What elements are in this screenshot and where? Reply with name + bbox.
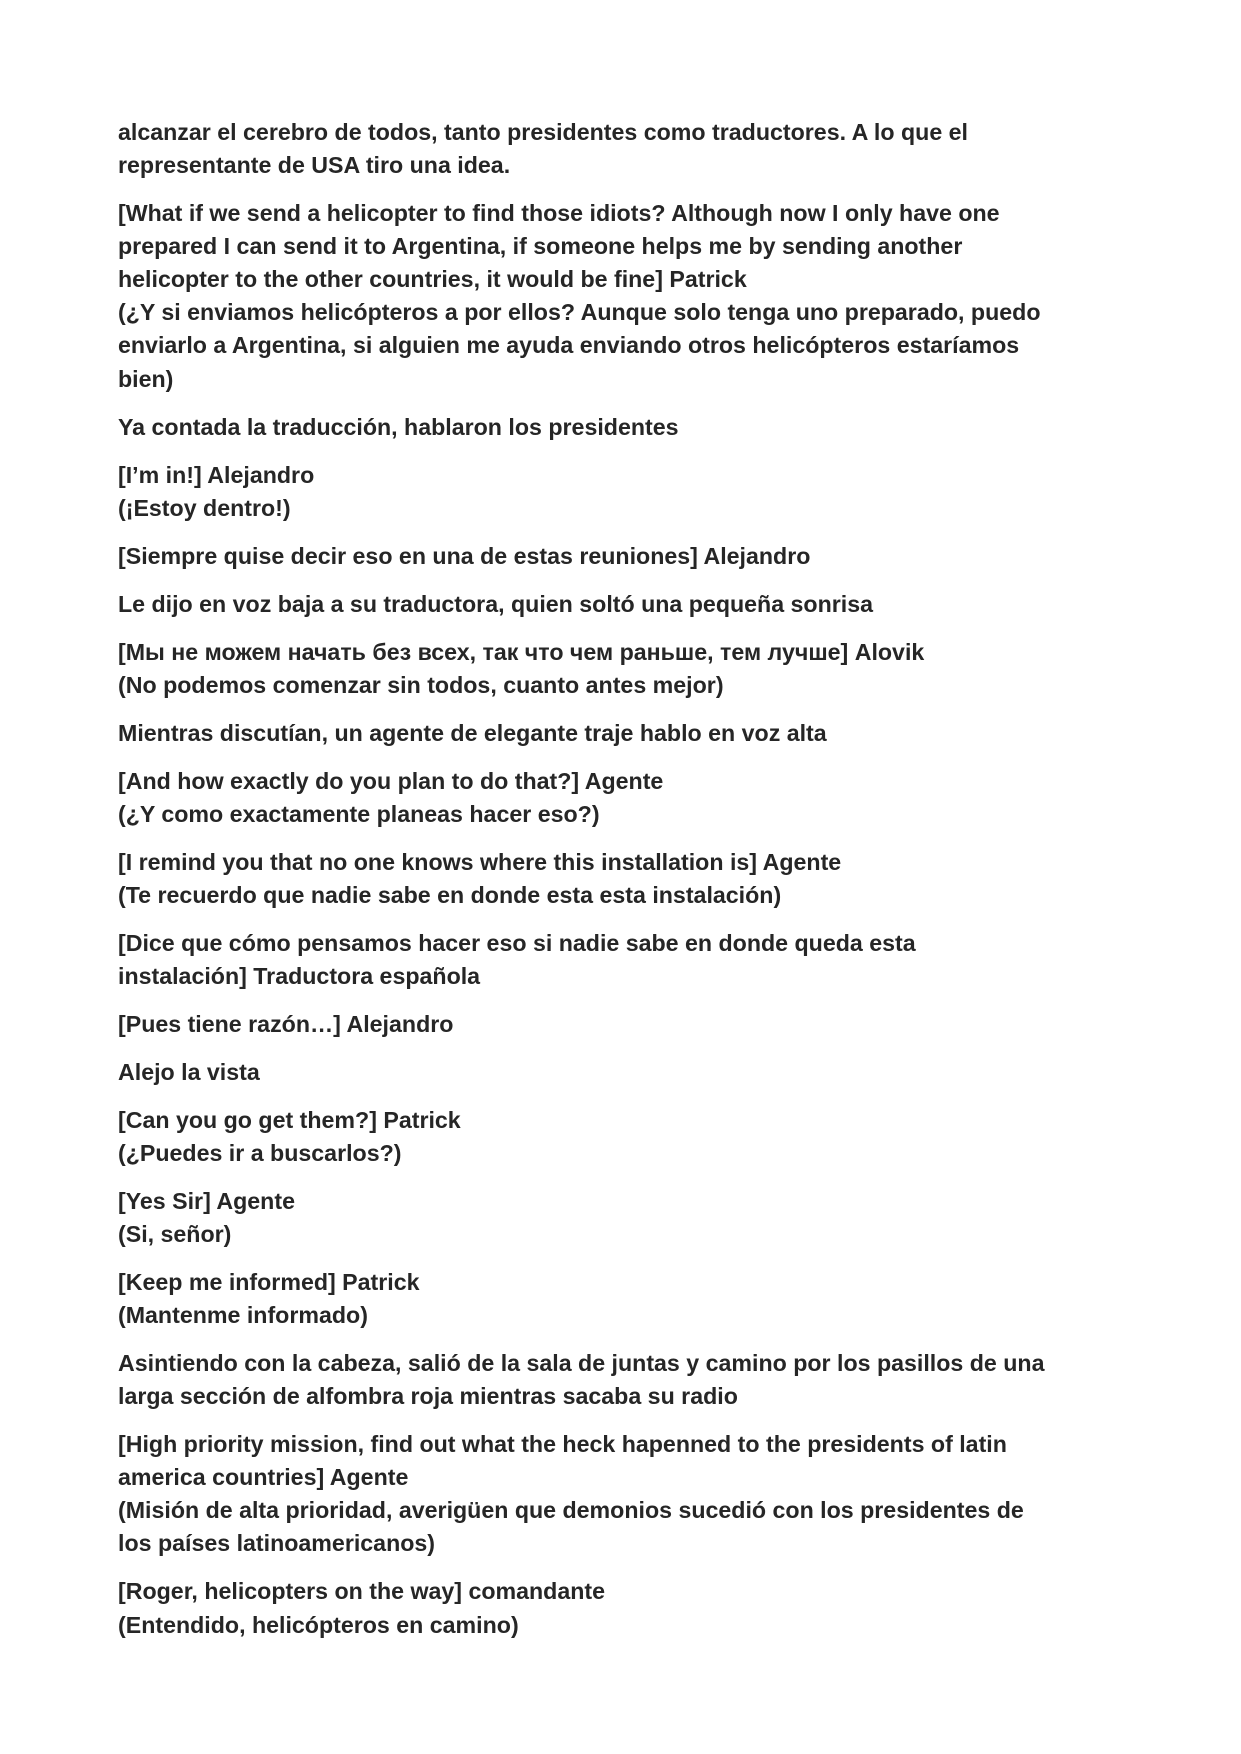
paragraph-dialogue-patrick: [What if we send a helicopter to find those idiots? Although now I only have one prepared I can send it to Argentina, if someone helps me by sending another helicopter to the other countries, it would be fine] Patrick (¿Y si enviamos helicópteros a por ellos? Aunque solo tenga uno preparado, puedo enviarlo a Argentina, si alguien me ayuda enviando otros helicópteros estaríamos bien) <box>118 200 1041 392</box>
paragraph-narration: Ya contada la traducción, hablaron los presidentes <box>118 413 679 440</box>
paragraph-dialogue-alejandro: [I’m in!] Alejandro (¡Estoy dentro!) <box>118 461 315 521</box>
paragraph-dialogue-traductora: [Dice que cómo pensamos hacer eso si nadie sabe en donde queda esta instalación] Traductora española <box>118 929 916 989</box>
document-body <box>118 116 1128 1656</box>
paragraph-narration: Mientras discutían, un agente de elegante traje hablo en voz alta <box>118 719 827 746</box>
paragraph-dialogue-agente: [High priority mission, find out what the heck hapenned to the presidents of latin america countries] Agente (Misión de alta prioridad, averigüen que demonios sucedió con los presidentes de los países latinoamericanos) <box>118 1431 1024 1557</box>
paragraph-dialogue-patrick: [Can you go get them?] Patrick (¿Puedes ir a buscarlos?) <box>118 1106 461 1166</box>
paragraph-dialogue-patrick: [Keep me informed] Patrick (Mantenme informado) <box>118 1268 420 1329</box>
paragraph-dialogue-comandante: [Roger, helicopters on the way] comandante (Entendido, helicópteros en camino) <box>118 1578 606 1638</box>
paragraph-dialogue-alejandro: [Pues tiene razón…] Alejandro <box>118 1010 454 1037</box>
paragraph-dialogue-alejandro: [Siempre quise decir eso en una de estas reuniones] Alejandro <box>118 542 811 569</box>
paragraph-narration: alcanzar el cerebro de todos, tanto presidentes como traductores. A lo que el representante de USA tiro una idea. <box>118 119 968 179</box>
paragraph-narration: Alejo la vista <box>118 1058 260 1085</box>
paragraph-dialogue-agente: [Yes Sir] Agente (Si, señor) <box>118 1187 295 1247</box>
paragraph-narration: Asintiendo con la cabeza, salió de la sala de juntas y camino por los pasillos de una larga sección de alfombra roja mientras sacaba su radio <box>118 1350 1045 1410</box>
paragraph-dialogue-alovik: [Мы не можем начать без всех, так что чем раньше, тем лучше] Alovik (No podemos comenzar sin todos, cuanto antes mejor) <box>118 638 925 698</box>
paragraph-dialogue-agente: [I remind you that no one knows where this installation is] Agente (Te recuerdo que nadie sabe en donde esta esta instalación) <box>118 848 842 908</box>
paragraph-dialogue-agente: [And how exactly do you plan to do that?] Agente (¿Y como exactamente planeas hacer eso?) <box>118 767 664 827</box>
paragraph-narration: Le dijo en voz baja a su traductora, quien soltó una pequeña sonrisa <box>118 590 874 617</box>
